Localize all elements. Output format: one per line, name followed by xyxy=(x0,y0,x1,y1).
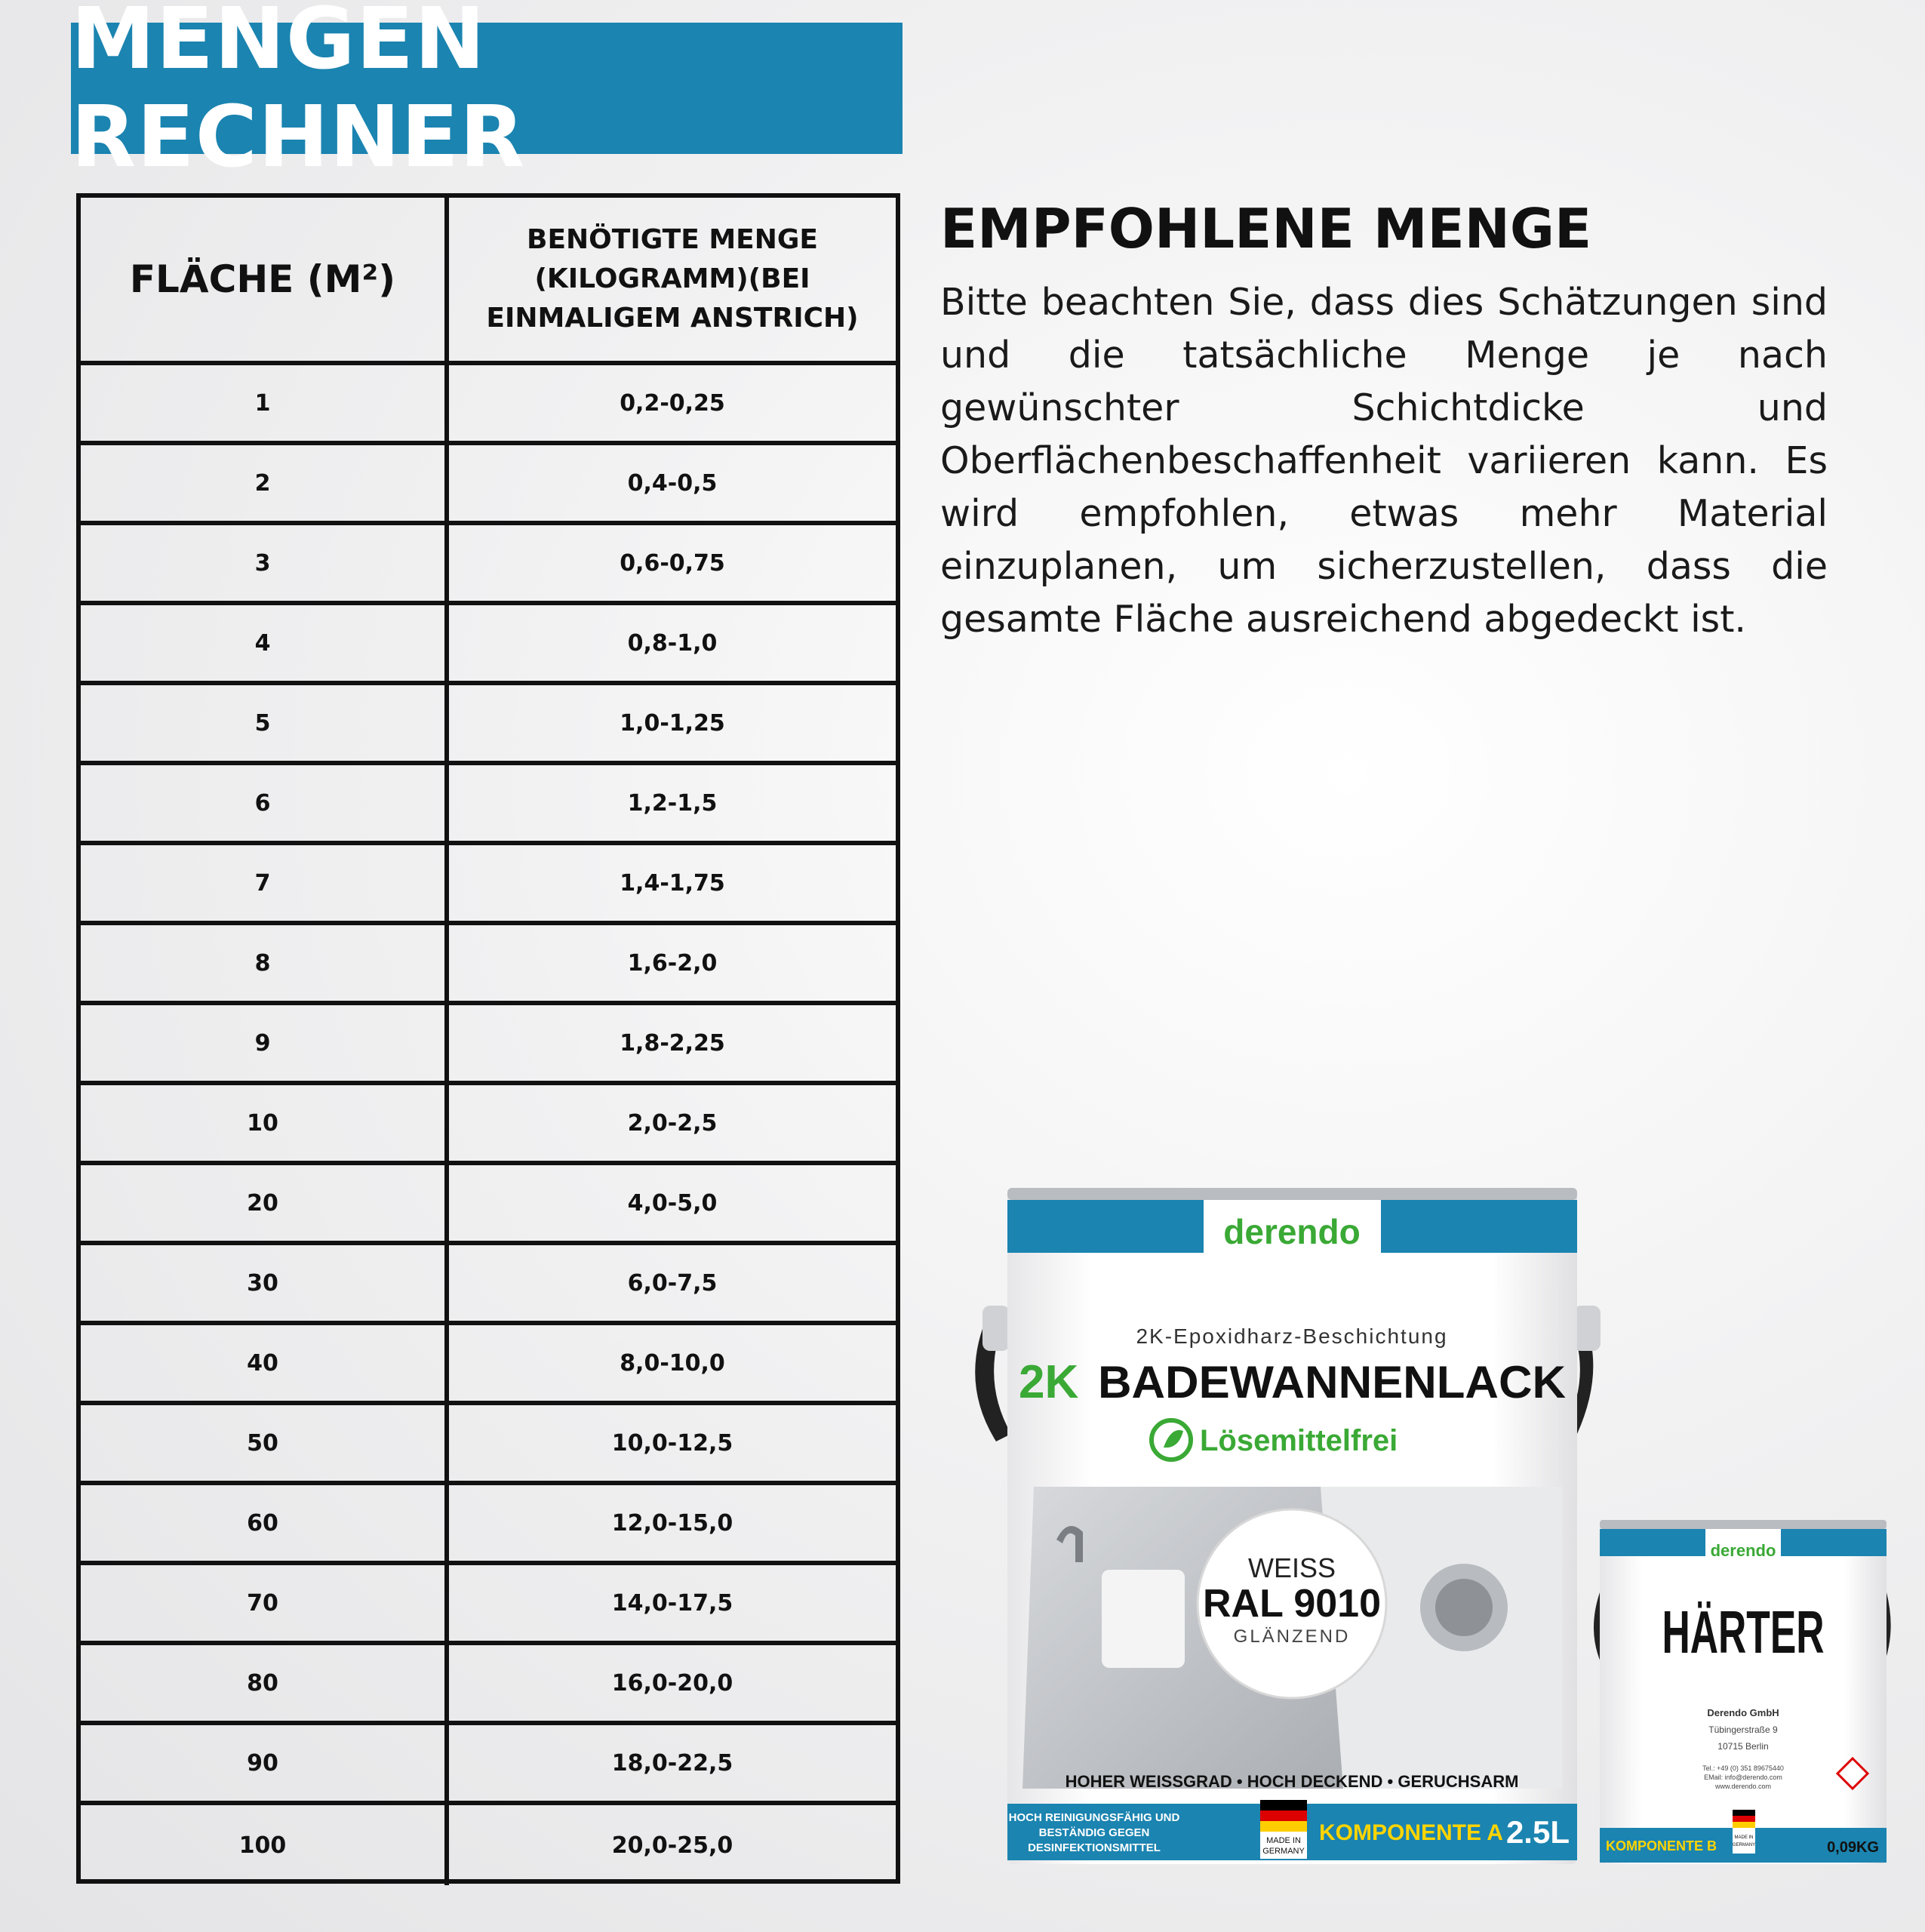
can-a-brand: derendo xyxy=(1223,1212,1361,1251)
area-cell xyxy=(81,1565,449,1641)
area-value: 10 xyxy=(247,1109,278,1137)
amount-value: 8,0-10,0 xyxy=(620,1349,725,1377)
amount-cell xyxy=(449,445,896,521)
can-b-weight: 0,09KG xyxy=(1827,1839,1879,1856)
area-cell xyxy=(81,1005,449,1081)
table-row xyxy=(81,1165,896,1245)
table-row xyxy=(81,1005,896,1085)
table-row xyxy=(81,925,896,1005)
can-a-color-code: RAL 9010 xyxy=(1202,1582,1382,1626)
table-header-row xyxy=(81,198,896,365)
amount-cell xyxy=(449,1805,896,1885)
can-a-name-prefix: 2K xyxy=(1019,1356,1079,1408)
german-flag-icon xyxy=(1733,1810,1755,1816)
area-cell xyxy=(81,925,449,1001)
amount-value: 1,0-1,25 xyxy=(620,709,725,737)
area-value: 7 xyxy=(254,869,271,897)
amount-cell xyxy=(449,1005,896,1081)
can-a-volume: 2.5L xyxy=(1505,1814,1570,1850)
column-header-area: FLÄCHE (M²) xyxy=(129,257,396,301)
german-flag-icon xyxy=(1260,1800,1307,1810)
amount-cell xyxy=(449,605,896,681)
amount-value: 0,2-0,25 xyxy=(620,389,725,417)
amount-cell xyxy=(449,1565,896,1641)
area-cell xyxy=(81,685,449,761)
area-value: 8 xyxy=(254,949,271,977)
can-b-contact-3: www.derendo.com xyxy=(1714,1783,1772,1790)
amount-cell xyxy=(449,1645,896,1721)
can-a-handle-clip-right xyxy=(1573,1306,1601,1351)
table-row xyxy=(81,1405,896,1485)
can-a-note-3: DESINFEKTIONSMITTEL xyxy=(1028,1841,1161,1854)
can-a-made-in-1: MADE IN xyxy=(1266,1836,1301,1845)
amount-value: 1,4-1,75 xyxy=(620,869,725,897)
area-cell xyxy=(81,1805,449,1885)
can-a-component: KOMPONENTE A xyxy=(1319,1820,1503,1845)
quantity-table xyxy=(76,193,900,1884)
area-value: 1 xyxy=(254,389,271,417)
table-row xyxy=(81,1565,896,1645)
amount-cell xyxy=(449,1165,896,1241)
table-row xyxy=(81,685,896,765)
amount-cell xyxy=(449,1085,896,1161)
amount-cell xyxy=(449,845,896,921)
amount-value: 6,0-7,5 xyxy=(627,1269,718,1297)
can-b-brand: derendo xyxy=(1710,1541,1776,1560)
amount-value: 0,8-1,0 xyxy=(627,629,718,657)
amount-value: 1,6-2,0 xyxy=(627,949,718,977)
can-a-subtitle: 2K-Epoxidharz-Beschichtung xyxy=(1136,1324,1448,1348)
amount-cell xyxy=(449,365,896,441)
header-cell-amount xyxy=(449,198,896,361)
can-a-finish: GLÄNZEND xyxy=(1233,1626,1351,1647)
can-a-made-in-2: GERMANY xyxy=(1262,1847,1305,1856)
area-cell xyxy=(81,1645,449,1721)
area-value: 6 xyxy=(254,789,271,817)
table-row xyxy=(81,365,896,445)
column-header-amount: BENÖTIGTE MENGE (KILOGRAMM)(BEI EINMALIGEM ANSTRICH) xyxy=(486,224,859,334)
can-a-color-top: WEISS xyxy=(1247,1552,1336,1583)
area-value: 5 xyxy=(254,709,271,737)
can-a-note-2: BESTÄNDIG GEGEN xyxy=(1038,1826,1150,1839)
table-row xyxy=(81,1805,896,1885)
table-row xyxy=(81,765,896,845)
area-cell xyxy=(81,765,449,841)
product-can-a xyxy=(975,1188,1601,1864)
amount-value: 20,0-25,0 xyxy=(611,1832,733,1859)
can-b-contact-1: Tel.: +49 (0) 351 89675440 xyxy=(1702,1764,1784,1772)
amount-value: 1,8-2,25 xyxy=(620,1029,725,1057)
table-row xyxy=(81,1645,896,1725)
can-b-company: Derendo GmbH xyxy=(1707,1707,1779,1718)
area-value: 40 xyxy=(247,1349,278,1377)
can-b-contact-2: EMail: info@derendo.com xyxy=(1704,1774,1782,1781)
can-b-component: KOMPONENTE B xyxy=(1606,1838,1717,1854)
product-image xyxy=(943,1185,1887,1879)
table-row xyxy=(81,1325,896,1405)
towel-image xyxy=(1102,1570,1185,1668)
amount-cell xyxy=(449,525,896,601)
amount-cell xyxy=(449,1725,896,1801)
area-cell xyxy=(81,1245,449,1321)
area-cell xyxy=(81,445,449,521)
product-can-b xyxy=(1594,1520,1891,1864)
header-cell-area xyxy=(81,198,449,361)
table-row xyxy=(81,445,896,525)
amount-value: 14,0-17,5 xyxy=(611,1589,733,1617)
can-a-badge: Lösemittelfrei xyxy=(1200,1424,1398,1457)
amount-value: 12,0-15,0 xyxy=(611,1509,733,1537)
area-value: 4 xyxy=(254,629,271,657)
area-value: 3 xyxy=(254,549,271,577)
recommendation-heading: EMPFOHLENE MENGE xyxy=(940,197,1592,260)
recommendation-text: Bitte beachten Sie, dass dies Schätzungen sind und die tatsächliche Menge je nach gewünschter Schichtdicke und Oberflächenbeschaffenheit variieren kann. Es wird empfohlen, etwas mehr Material einzuplanen, um sicherzustellen, dass die gesamte Fläche ausreichend abgedeckt ist. xyxy=(940,281,1828,641)
amount-value: 18,0-22,5 xyxy=(611,1749,733,1777)
area-cell xyxy=(81,845,449,921)
area-cell xyxy=(81,525,449,601)
area-value: 20 xyxy=(247,1189,278,1217)
amount-cell xyxy=(449,925,896,1001)
area-cell xyxy=(81,1085,449,1161)
amount-value: 1,2-1,5 xyxy=(627,789,718,817)
table-row xyxy=(81,525,896,605)
made-in-box xyxy=(1733,1828,1755,1854)
amount-value: 10,0-12,5 xyxy=(611,1429,733,1457)
amount-cell xyxy=(449,685,896,761)
recommendation-section xyxy=(940,195,1828,646)
table-row xyxy=(81,605,896,685)
area-value: 60 xyxy=(247,1509,278,1537)
area-cell xyxy=(81,1725,449,1801)
area-value: 100 xyxy=(238,1832,287,1859)
area-cell xyxy=(81,365,449,441)
area-value: 70 xyxy=(247,1589,278,1617)
amount-value: 4,0-5,0 xyxy=(627,1189,718,1217)
area-value: 90 xyxy=(247,1749,278,1777)
can-b-rim xyxy=(1600,1520,1887,1529)
page-title: MENGEN RECHNER xyxy=(71,0,526,186)
table-row xyxy=(81,845,896,925)
can-b-city: 10715 Berlin xyxy=(1717,1741,1769,1752)
can-b-made-in-2: GERMANY xyxy=(1732,1843,1756,1847)
amount-cell xyxy=(449,1485,896,1561)
can-b-name: HÄRTER xyxy=(1662,1598,1825,1666)
amount-value: 0,4-0,5 xyxy=(627,469,718,497)
area-value: 9 xyxy=(254,1029,271,1057)
table-row xyxy=(81,1485,896,1565)
amount-value: 2,0-2,5 xyxy=(627,1109,718,1137)
amount-cell xyxy=(449,1405,896,1481)
can-a-note-1: HOCH REINIGUNGSFÄHIG UND xyxy=(1008,1811,1180,1824)
area-cell xyxy=(81,1325,449,1401)
area-value: 50 xyxy=(247,1429,278,1457)
area-cell xyxy=(81,1485,449,1561)
can-b-made-in-1: MADE IN xyxy=(1734,1835,1754,1840)
area-cell xyxy=(81,605,449,681)
amount-value: 0,6-0,75 xyxy=(620,549,725,577)
table-row xyxy=(81,1085,896,1165)
can-a-handle-clip-left xyxy=(982,1306,1010,1351)
can-b-street: Tübingerstraße 9 xyxy=(1708,1724,1778,1735)
amount-value: 16,0-20,0 xyxy=(611,1669,733,1697)
can-a-features: HOHER WEISSGRAD • HOCH DECKEND • GERUCHSARM xyxy=(1065,1772,1519,1791)
amount-cell xyxy=(449,1245,896,1321)
area-cell xyxy=(81,1165,449,1241)
table-row xyxy=(81,1245,896,1325)
table-row xyxy=(81,1725,896,1805)
area-value: 30 xyxy=(247,1269,278,1297)
area-cell xyxy=(81,1405,449,1481)
can-a-name: BADEWANNENLACK xyxy=(1098,1357,1566,1407)
title-banner xyxy=(71,0,903,186)
amount-cell xyxy=(449,765,896,841)
area-value: 80 xyxy=(247,1669,278,1697)
area-value: 2 xyxy=(254,469,271,497)
amount-cell xyxy=(449,1325,896,1401)
drain-inner-image xyxy=(1435,1579,1493,1636)
can-a-rim xyxy=(1007,1188,1577,1200)
